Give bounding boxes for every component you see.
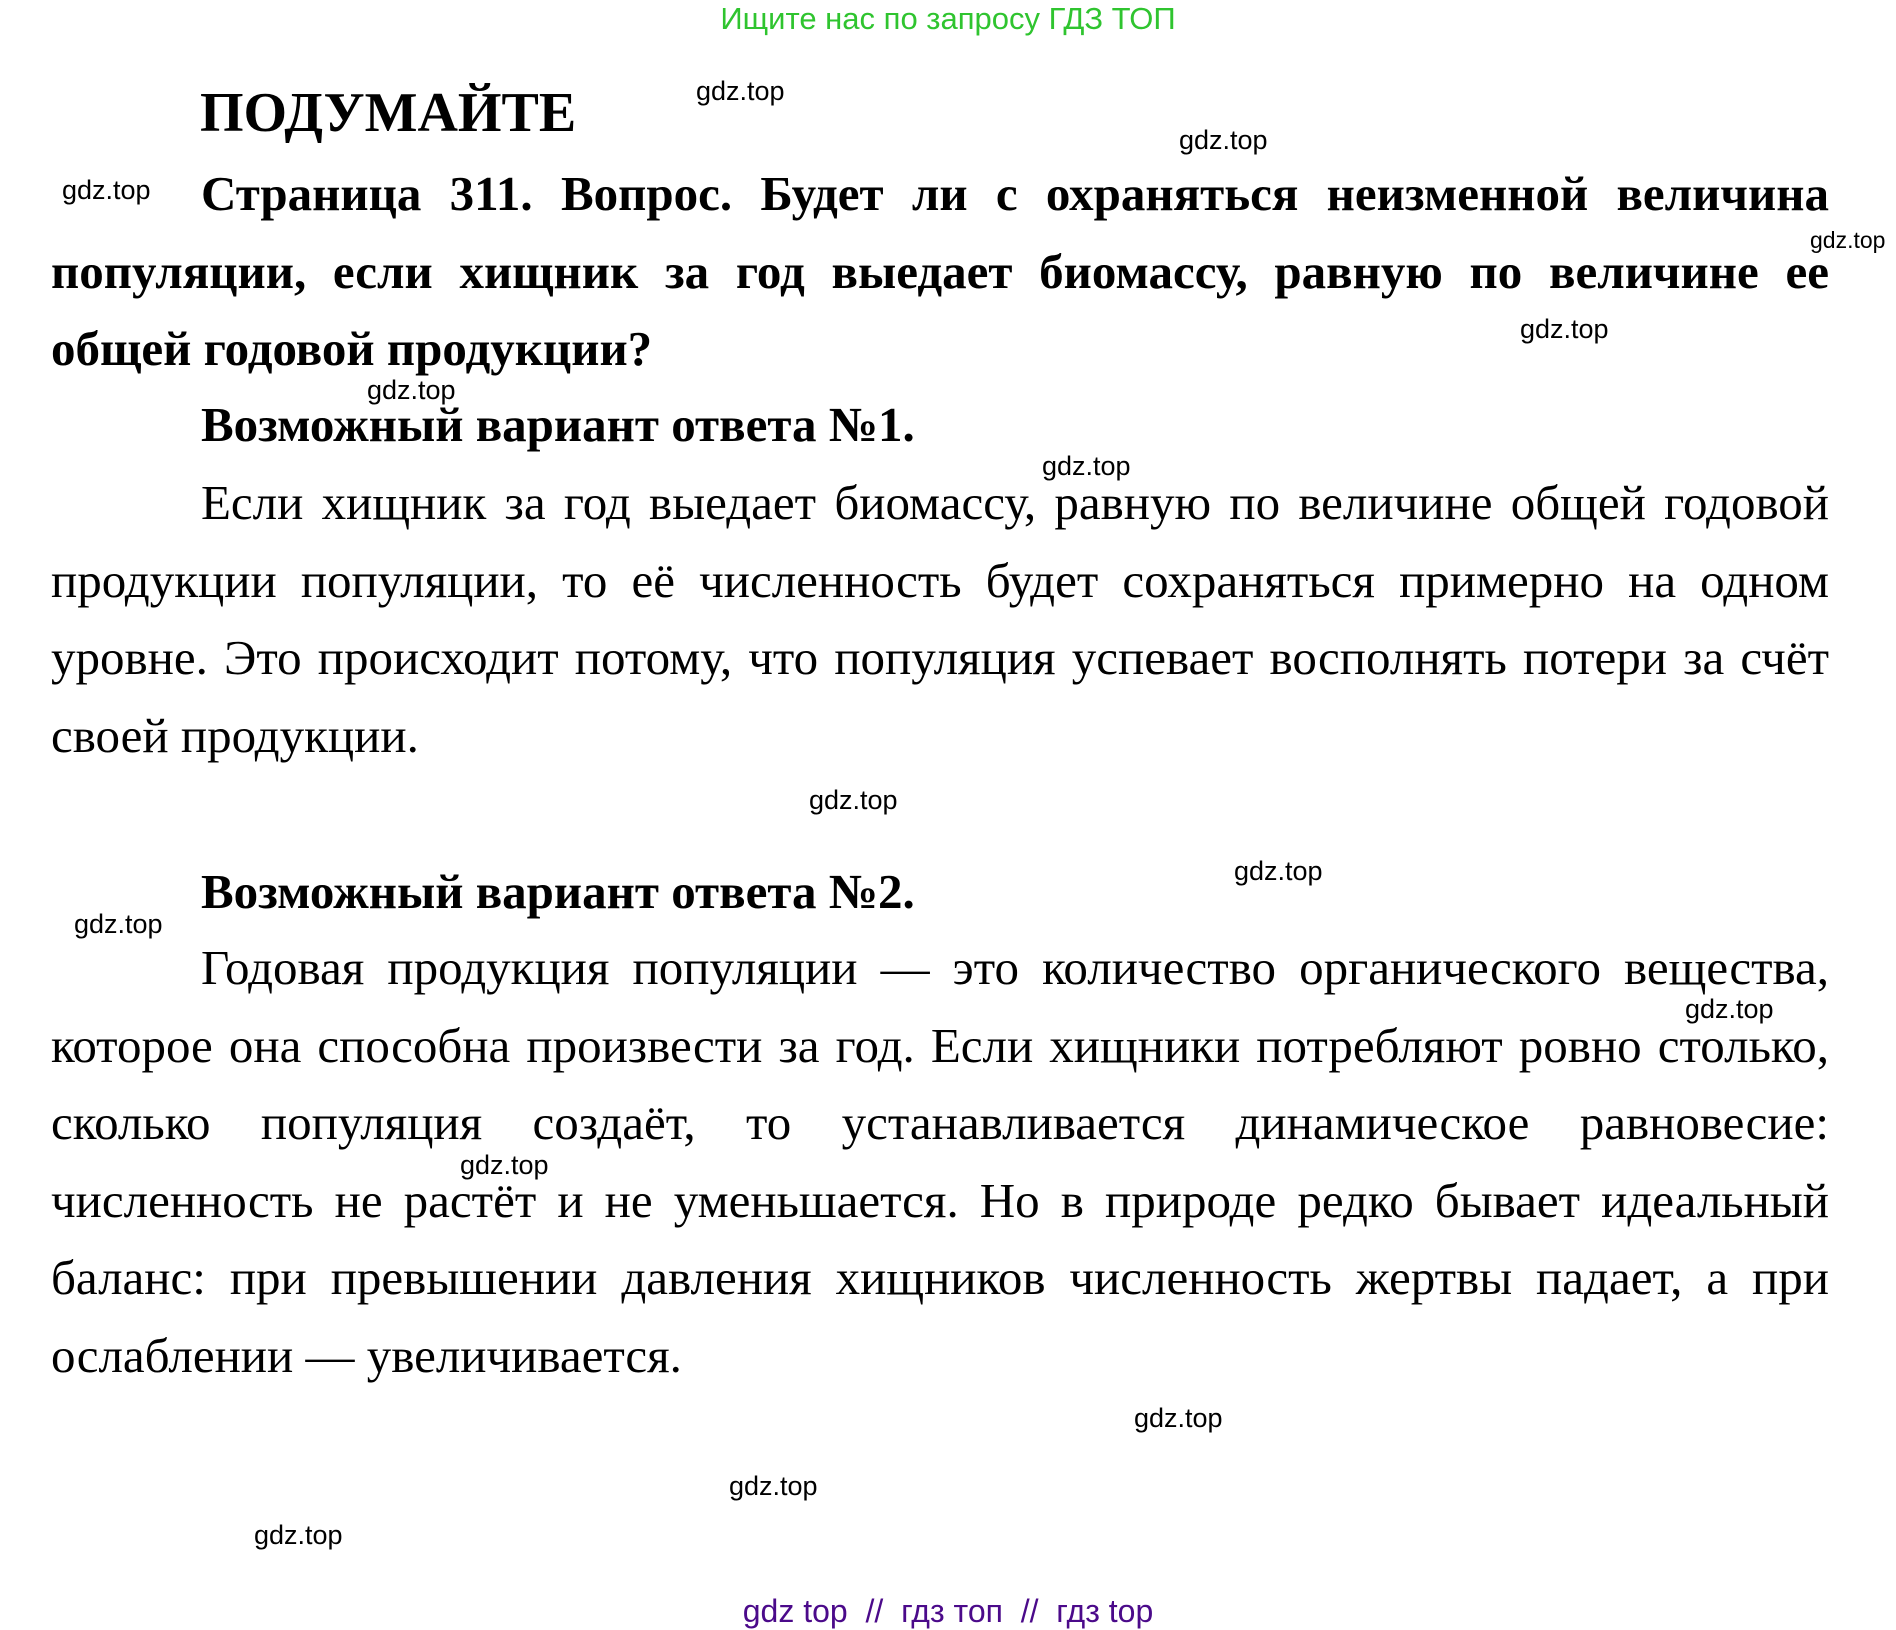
footer-links[interactable]: gdz top // гдз топ // гдз top: [742, 1593, 1154, 1629]
answer1-heading: Возможный вариант ответа №1.: [201, 397, 915, 452]
watermark: gdz.top: [1134, 1403, 1223, 1433]
watermark: gdz.top: [460, 1150, 549, 1180]
answer1-text: Если хищник за год выедает биомассу, равную по величине общей годовой продукции популяции, то её численность будет сохраняться примерно на одном уровне. Это происходит потому, что популяция успевает восполнять потери за счёт своей продукции.: [51, 475, 1829, 763]
answer2-text: Годовая продукция популяции — это количество органического вещества, которое она способна произвести за год. Если хищники потребляют ровно столько, сколько популяция создаёт, то устанавливается динамическое равновесие: численность не растёт и не уменьшается. Но в природе редко бывает идеальный баланс: при превышении давления хищников численность жертвы падает, а при ослаблении — увеличивается.: [51, 940, 1829, 1383]
watermark: gdz.top: [729, 1471, 818, 1501]
watermark: gdz.top: [1179, 125, 1268, 155]
search-banner[interactable]: Ищите нас по запросу ГДЗ ТОП: [720, 1, 1176, 36]
answer2-heading: Возможный вариант ответа №2.: [201, 864, 915, 919]
question-text: Страница 311. Вопрос. Будет ли с охраняться неизменной величина популяции, если хищник за год выедает биомассу, равную по величине ее общей годовой продукции?: [51, 166, 1829, 376]
watermark: gdz.top: [62, 175, 151, 205]
watermark: gdz.top: [367, 375, 456, 405]
watermark: gdz.top: [696, 76, 785, 106]
watermark: gdz.top: [1234, 856, 1323, 886]
watermark: gdz.top: [1685, 994, 1774, 1024]
watermark: gdz.top: [1520, 314, 1609, 344]
watermark: gdz.top: [1042, 451, 1131, 481]
watermark: gdz.top: [1810, 227, 1886, 253]
watermark: gdz.top: [254, 1520, 343, 1550]
watermark: gdz.top: [809, 785, 898, 815]
watermark: gdz.top: [74, 909, 163, 939]
section-title: ПОДУМАЙТЕ: [200, 82, 577, 144]
